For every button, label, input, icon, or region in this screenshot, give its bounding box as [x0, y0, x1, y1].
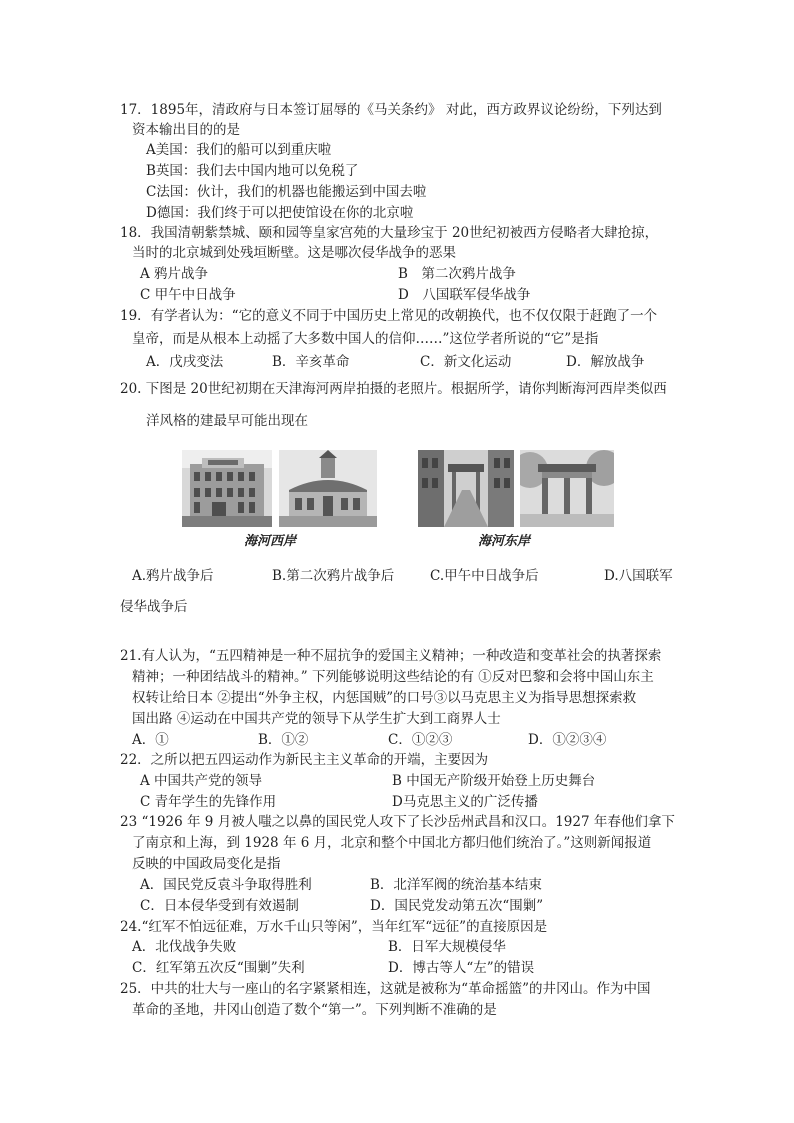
caption-east-bank: 海河东岸: [478, 534, 531, 549]
q20-stem-line2: 洋风格的建最早可能出现在: [146, 413, 308, 429]
q17-stem-line2: 资本输出目的的是: [132, 122, 240, 138]
q25-stem-line1: 25．中共的壮大与一座山的名字紧紧相连，这就是被称为“革命摇篮”的井冈山。作为中国: [120, 981, 651, 997]
q24-option-d: D．博古等人“左”的错误: [388, 960, 535, 976]
east-bank-photo-2: [520, 450, 614, 527]
q19-option-c: C．新文化运动: [420, 354, 512, 370]
q23-option-a: A．国民党反袁斗争取得胜利: [140, 877, 312, 893]
east-bank-photo-1: [418, 450, 514, 527]
q25-stem-line2: 革命的圣地，井冈山创造了数个“第一”。下列判断不准确的是: [132, 1002, 497, 1018]
q23-stem-line2: 了南京和上海，到 1928 年 6 月，北京和整个中国北方都归他们统治了。”这则新闻报道: [132, 835, 652, 851]
q19-option-a: A．戊戌变法: [146, 354, 224, 370]
q22-option-a: A 中国共产党的领导: [140, 773, 263, 789]
caption-west-bank: 海河西岸: [244, 534, 297, 549]
q21-option-c: C．①②③: [388, 732, 453, 748]
q19-stem-line1: 19．有学者认为：“它的意义不同于中国历史上常见的改朝换代，也不仅仅限于赶跑了一个: [120, 308, 658, 324]
q24-option-a: A．北伐战争失败: [132, 939, 237, 955]
q23-stem-line1: 23 “1926 年 9 月被人嗤之以鼻的国民党人攻下了长沙岳州武昌和汉口。1927 年春他们拿下: [120, 814, 675, 830]
q21-stem-line2: 精神；一种团结战斗的精神。” 下列能够说明这些结论的有 ①反对巴黎和会将中国山东主: [132, 669, 654, 685]
q23-option-d: D．国民党发动第五次“围剿”: [370, 898, 544, 914]
q18-stem-line1: 18．我国清朝紫禁城、颐和园等皇家宫苑的大量珍宝于 20世纪初被西方侵略者大肆抢掠，: [120, 225, 659, 241]
q18-option-c: C 甲午中日战争: [140, 287, 236, 303]
q24-stem-line1: 24.“红军不怕远征难，万水千山只等闲”，当年红军“远征”的直接原因是: [120, 919, 548, 935]
q24-option-b: B．日军大规模侵华: [388, 939, 506, 955]
q18-option-b: B 第二次鸦片战争: [398, 266, 516, 282]
q22-stem-line1: 22．之所以把五四运动作为新民主主义革命的开端，主要因为: [120, 752, 489, 768]
q17-option-c: C法国：伙计，我们的机器也能搬运到中国去啦: [146, 184, 427, 200]
q17-option-a: A美国：我们的船可以到重庆啦: [146, 142, 332, 158]
q19-option-b: B．辛亥革命: [272, 354, 350, 370]
q18-option-d: D 八国联军侵华战争: [398, 287, 531, 303]
q23-option-b: B．北洋军阀的统治基本结束: [370, 877, 542, 893]
q22-option-b: B 中国无产阶级开始登上历史舞台: [392, 773, 596, 789]
q21-option-a: A．①: [132, 732, 169, 748]
q20-stem-line1: 20. 下图是 20世纪初期在天津海河两岸拍摄的老照片。根据所学，请你判断海河西岸类似西: [120, 381, 667, 397]
q24-option-c: C．红军第五次反“围剿”失利: [132, 960, 305, 976]
q17-option-d: D德国：我们终于可以把使馆设在你的北京啦: [146, 205, 414, 221]
q20-option-a: A.鸦片战争后: [132, 568, 214, 584]
q18-stem-line2: 当时的北京城到处残垣断壁。这是哪次侵华战争的恶果: [132, 245, 456, 261]
q19-option-d: D．解放战争: [566, 354, 645, 370]
q20-option-b: B.第二次鸦片战争后: [272, 568, 395, 584]
q17-option-b: B英国：我们去中国内地可以免税了: [146, 163, 359, 179]
q20-option-d: D.八国联军: [604, 568, 673, 584]
q19-stem-line2: 皇帝，而是从根本上动摇了大多数中国人的信仰……”这位学者所说的“它”是指: [132, 331, 599, 347]
q22-option-c: C 青年学生的先锋作用: [140, 794, 277, 810]
q17-stem-line1: 17．1895年，清政府与日本签订屈辱的《马关条约》 对此，西方政界议论纷纷，下列达到: [120, 102, 662, 118]
q21-stem-line3: 权转让给日本 ②提出“外争主权，内惩国贼”的口号③以马克思主义为指导思想探索救: [132, 690, 637, 706]
q18-option-a: A 鸦片战争: [140, 266, 209, 282]
west-bank-photo-2: [279, 450, 377, 527]
q20-option-d-continued: 侵华战争后: [120, 599, 188, 615]
q21-stem-line1: 21.有人认为，“五四精神是一种不屈抗争的爱国主义精神；一种改造和变革社会的执著探索: [120, 648, 662, 664]
q22-option-d: D马克思主义的广泛传播: [392, 794, 538, 810]
q21-option-b: B．①②: [258, 732, 309, 748]
q23-stem-line3: 反映的中国政局变化是指: [132, 856, 281, 872]
q21-option-d: D．①②③④: [528, 732, 607, 748]
q23-option-c: C．日本侵华受到有效遏制: [140, 898, 299, 914]
west-bank-photo-1: [182, 450, 272, 527]
q20-option-c: C.甲午中日战争后: [430, 568, 539, 584]
q21-stem-line4: 国出路 ④运动在中国共产党的领导下从学生扩大到工商界人士: [132, 711, 501, 727]
